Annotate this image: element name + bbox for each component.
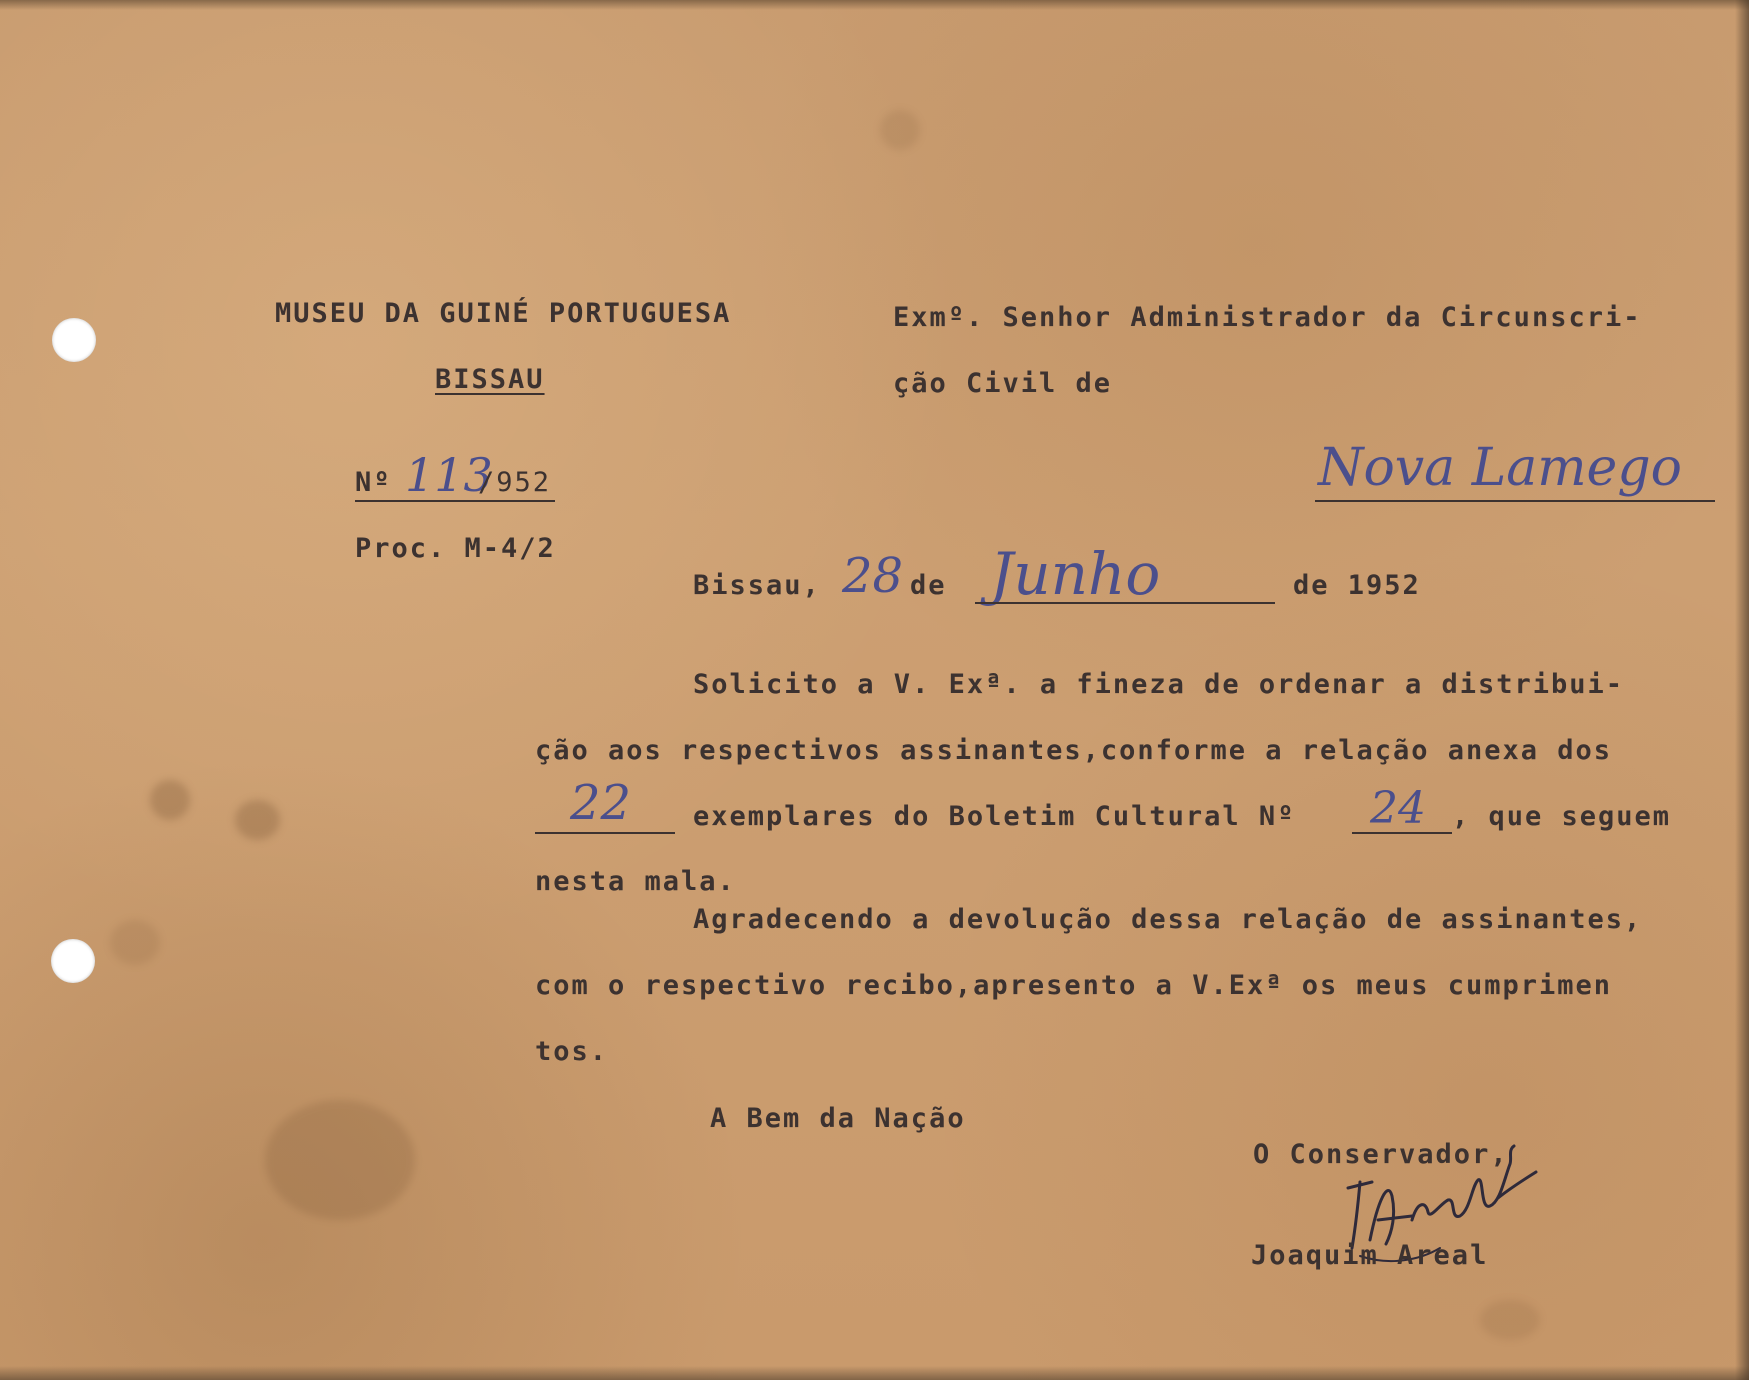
paper-edge-top bbox=[0, 0, 1749, 10]
copies-handwritten: 22 bbox=[570, 775, 632, 831]
stain bbox=[235, 800, 280, 840]
paper-edge-right bbox=[1735, 0, 1749, 1380]
institution-city: BISSAU bbox=[435, 364, 545, 395]
body-line-1: Solicito a V. Exª. a fineza de ordenar a distribui- bbox=[693, 669, 1625, 700]
number-suffix: /952 bbox=[478, 467, 552, 498]
date-month-underline bbox=[975, 602, 1275, 604]
stain bbox=[110, 920, 160, 965]
recipient-place-underline bbox=[1315, 500, 1715, 502]
process-reference: Proc. M-4/2 bbox=[355, 533, 556, 564]
body-line-3-end: , que seguem bbox=[1452, 801, 1672, 832]
stain bbox=[265, 1100, 415, 1220]
body-line-5: Agradecendo a devolução dessa relação de assinantes, bbox=[693, 904, 1643, 935]
stain bbox=[1480, 1300, 1540, 1340]
date-city: Bissau, bbox=[693, 570, 821, 601]
bulletin-number-underline bbox=[1352, 832, 1452, 834]
punch-hole-top bbox=[52, 318, 96, 362]
punch-hole-bottom bbox=[51, 939, 95, 983]
closing-name: Joaquim Areal bbox=[1251, 1240, 1489, 1271]
body-line-7: tos. bbox=[535, 1036, 609, 1067]
body-line-4: nesta mala. bbox=[535, 866, 736, 897]
body-line-2: ção aos respectivos assinantes,conforme a relação anexa dos bbox=[535, 735, 1613, 766]
number-handwritten: 113 bbox=[405, 448, 493, 502]
recipient-place-handwritten: Nova Lamego bbox=[1318, 438, 1682, 498]
stain bbox=[150, 780, 190, 820]
date-month-handwritten: Junho bbox=[990, 540, 1161, 608]
recipient-line-2: ção Civil de bbox=[893, 368, 1113, 399]
number-underline bbox=[355, 500, 555, 502]
recipient-line-1: Exmº. Senhor Administrador da Circunscri- bbox=[893, 302, 1642, 333]
closing-title: O Conservador, bbox=[1253, 1139, 1509, 1170]
stain bbox=[880, 110, 920, 150]
date-de: de bbox=[910, 570, 947, 601]
institution-name: MUSEU DA GUINÉ PORTUGUESA bbox=[275, 298, 732, 329]
date-day-handwritten: 28 bbox=[842, 548, 904, 604]
closing-motto: A Bem da Nação bbox=[710, 1103, 966, 1134]
number-prefix: Nº bbox=[355, 467, 392, 498]
body-line-6: com o respectivo recibo,apresento a V.Exª os meus cumprimen bbox=[535, 970, 1613, 1001]
copies-underline bbox=[535, 832, 675, 834]
body-line-3: exemplares do Boletim Cultural Nº bbox=[693, 801, 1296, 832]
bulletin-number-handwritten: 24 bbox=[1370, 783, 1426, 834]
paper-edge-bottom bbox=[0, 1366, 1749, 1380]
date-year: de 1952 bbox=[1293, 570, 1421, 601]
